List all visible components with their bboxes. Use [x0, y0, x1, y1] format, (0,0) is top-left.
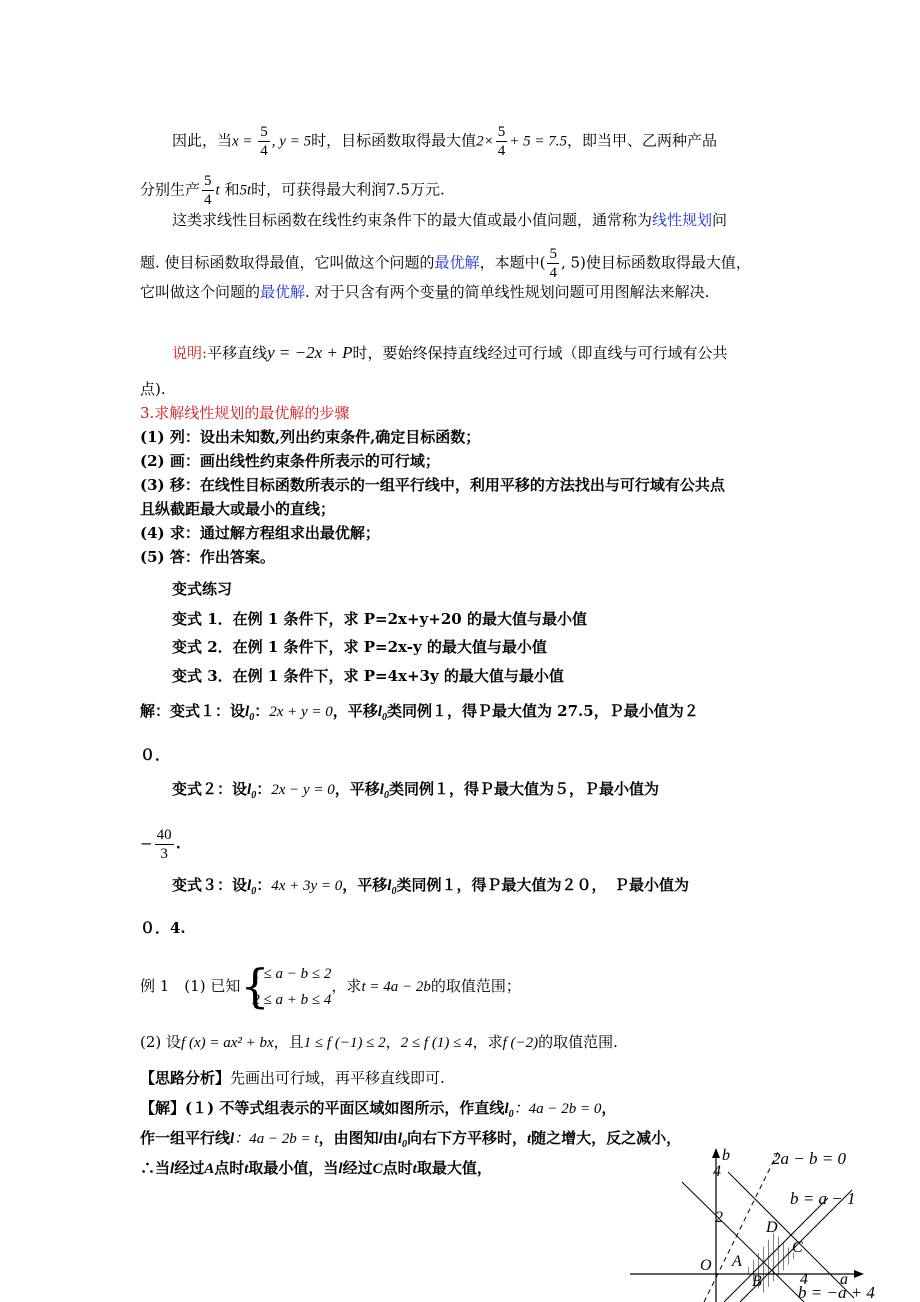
solution-3-cont: ０．4. [140, 919, 186, 937]
line3-label: b = −a + 4 [798, 1283, 875, 1302]
practice-v3: 变式 3．在例 1 条件下，求 P=4x+3y 的最大值与最小值 [172, 667, 564, 685]
tick-2-b: 2 [715, 1209, 723, 1226]
solution-2: 变式２：设$l_0$：2x − y = 0，平移$l_0$类同例１，得Ｐ最大值为５，Ｐ最小值为 [172, 780, 659, 801]
answer-line2: 作一组平行线l：4a − 2b = t，由图知l由$l_0$向右下方平移时，t随之增大，反之减小， [140, 1129, 682, 1150]
p2-line2: 题. 使目标函数取得最值，它叫做这个问题的最优解，本题中( $\frac{5}{4}$ , 5)使目标函数取得最大值， [140, 246, 751, 281]
note-label: 说明: [172, 344, 208, 362]
step-3a: (3) 移：在线性目标函数所表示的一组平行线中，利用平移的方法找出与可行域有公共点 [140, 476, 725, 494]
solution-1: 解：变式１：设$l_0$：2x + y = 0，平移$l_0$类同例１，得Ｐ最大值为 27.5，Ｐ最小值为２ [140, 702, 699, 723]
point-d-label: D [766, 1219, 778, 1236]
step-1: (1) 列：设出未知数,列出约束条件,确定目标函数； [140, 428, 481, 446]
origin-label: O [700, 1257, 712, 1274]
solution-1-cont: ０． [140, 746, 171, 764]
p2-line1: 这类求线性目标函数在线性约束条件下的最大值或最小值问题，通常称为线性规划问 [172, 211, 728, 229]
answer-line3: ∴当l经过A点时t取最小值，当l经过C点时t取最大值， [140, 1159, 492, 1177]
tick-4-b: 4 [713, 1163, 721, 1180]
link-optimal-solution-2[interactable]: 最优解 [260, 283, 306, 301]
tick-4-a: 4 [800, 1271, 808, 1288]
analysis: 【思路分析】先画出可行域，再平移直线即可. [140, 1069, 445, 1087]
axis-b-label: b [722, 1147, 730, 1164]
p2-line3: 它叫做这个问题的最优解. 对于只含有两个变量的简单线性规划问题可用图解法来解决. [140, 283, 710, 301]
practice-title: 变式练习 [172, 580, 233, 598]
section3-title: 3.求解线性规划的最优解的步骤 [140, 404, 350, 422]
solution-3: 变式３：设$l_0$：4x + 3y = 0，平移$l_0$类同例１，得Ｐ最大值为２０， Ｐ最小值为 [172, 876, 689, 897]
p1-line1: 因此，当x = $\frac{5}{4}$ , y = 5时，目标函数取得最大值2× $\frac{5}{4}$ + 5 = 7.5，即当甲、乙两种产品 [172, 124, 717, 159]
step-2: (2) 画：画出线性约束条件所表示的可行域； [140, 452, 440, 470]
feasible-region-figure [628, 1146, 916, 1302]
line-b-neg-a-plus-2 [682, 1182, 804, 1302]
line2-label: b = a − 1 [790, 1189, 856, 1208]
example-1-part2: (2) 设f (x) = ax² + bx，且1 ≤ f (−1) ≤ 2，2 ≤ f (1) ≤ 4，求f (−2)的取值范围. [140, 1033, 618, 1051]
b-axis-arrow-icon [712, 1148, 720, 1158]
line1-label: 2a − b = 0 [772, 1149, 846, 1168]
example-1: 例 1 (1) 已知 { 1 ≤ a − b ≤ 2 2 ≤ a + b ≤ 4 ，求t = 4a − 2b的取值范围； [140, 959, 521, 1013]
step-5: (5) 答：作出答案。 [140, 548, 275, 566]
inequality-system: { 1 ≤ a − b ≤ 2 2 ≤ a + b ≤ 4 [240, 959, 332, 1013]
answer-line1: 【解】(１) 不等式组表示的平面区域如图所示，作直线$l_0$：4a − 2b = 0， [140, 1099, 617, 1120]
practice-v1: 变式 1．在例 1 条件下，求 P=2x+y+20 的最大值与最小值 [172, 610, 587, 628]
solution-2-value: − $\frac{40}{3}$ . [140, 827, 181, 862]
p1-line2: 分别生产 $\frac{5}{4}$ t 和5t时，可获得最大利润7.5万元. [140, 173, 445, 208]
a-axis-arrow-icon [854, 1270, 864, 1278]
axis-a-label: a [840, 1271, 848, 1288]
practice-v2: 变式 2．在例 1 条件下，求 P=2x-y 的最大值与最小值 [172, 638, 547, 656]
point-a-label: A [732, 1253, 742, 1270]
link-optimal-solution-1[interactable]: 最优解 [434, 253, 480, 272]
point-b-label: B [752, 1273, 762, 1290]
step-4: (4) 求：通过解方程组求出最优解； [140, 524, 380, 542]
note-line1: 说明:平移直线y = −2x + P时，要始终保持直线经过可行域（即直线与可行域有公共 [172, 343, 728, 362]
point-c-label: C [792, 1239, 803, 1256]
link-linear-programming[interactable]: 线性规划 [652, 211, 713, 229]
step-3b: 且纵截距最大或最小的直线； [140, 500, 336, 518]
note-line2: 点). [140, 380, 166, 398]
